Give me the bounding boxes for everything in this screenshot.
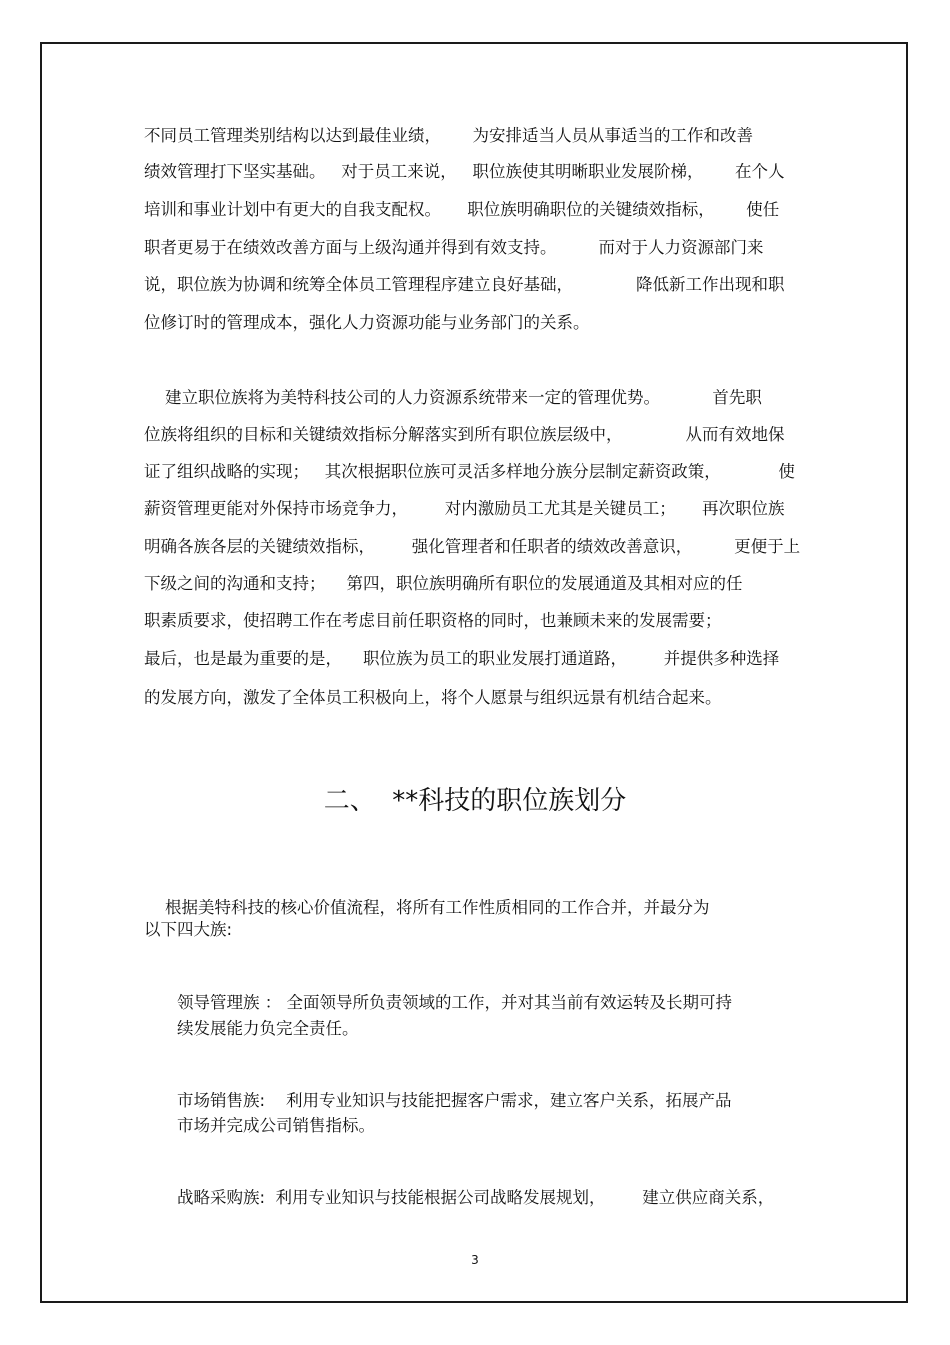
- intro-line: 根据美特科技的核心价值流程，将所有工作性质相同的工作合并，并最分为: [144, 898, 710, 917]
- paragraph-1-line: 说，职位族为协调和统筹全体员工管理程序建立良好基础， 降低新工作出现和职: [144, 275, 785, 294]
- marketing-family-line: 市场并完成公司销售指标。: [177, 1116, 375, 1135]
- paragraph-1-line: 培训和事业计划中有更大的自我支配权。 职位族明确职位的关键绩效指标， 使任: [144, 200, 780, 219]
- intro-line: 以下四大族:: [144, 920, 233, 939]
- paragraph-1-line: 职者更易于在绩效改善方面与上级沟通并得到有效支持。 而对于人力资源部门来: [144, 238, 764, 257]
- paragraph-2-line: 职素质要求，使招聘工作在考虑目前任职资格的同时，也兼顾未来的发展需要；: [144, 611, 722, 630]
- paragraph-1-line: 绩效管理打下坚实基础。 对于员工来说， 职位族使其明晰职业发展阶梯， 在个人: [144, 162, 785, 181]
- marketing-family-line: 市场销售族: 利用专业知识与技能把握客户需求，建立客户关系，拓展产品: [177, 1091, 732, 1110]
- leadership-family-line: 续发展能力负完全责任。: [177, 1019, 359, 1038]
- paragraph-2-line: 明确各族各层的关键绩效指标， 强化管理者和任职者的绩效改善意识， 更便于上: [144, 537, 801, 556]
- paragraph-2-line: 最后，也是最为重要的是， 职位族为员工的职业发展打通道路， 并提供多种选择: [144, 649, 780, 668]
- paragraph-2-line: 位族将组织的目标和关键绩效指标分解落实到所有职位族层级中， 从而有效地保: [144, 425, 785, 444]
- paragraph-1-line: 位修订时的管理成本，强化人力资源功能与业务部门的关系。: [144, 313, 590, 332]
- paragraph-1-line: 不同员工管理类别结构以达到最佳业绩， 为安排适当人员从事适当的工作和改善: [144, 126, 753, 145]
- paragraph-2-line: 下级之间的沟通和支持； 第四，职位族明确所有职位的发展通道及其相对应的任: [144, 574, 743, 593]
- section-heading: 二、 **科技的职位族划分: [323, 786, 627, 816]
- procurement-family-line: 战略采购族: 利用专业知识与技能根据公司战略发展规划， 建立供应商关系，: [177, 1188, 775, 1207]
- page-border: [40, 42, 908, 1303]
- paragraph-2-line: 薪资管理更能对外保持市场竞争力， 对内激励员工尤其是关键员工； 再次职位族: [144, 499, 785, 518]
- paragraph-2-line: 建立职位族将为美特科技公司的人力资源系统带来一定的管理优势。 首先职: [144, 388, 762, 407]
- paragraph-2-line: 证了组织战略的实现； 其次根据职位族可灵活多样地分族分层制定薪资政策， 使: [144, 462, 795, 481]
- leadership-family-line: 领导管理族 ： 全面领导所负责领域的工作，并对其当前有效运转及长期可持: [177, 993, 732, 1012]
- paragraph-2-line: 的发展方向，激发了全体员工积极向上，将个人愿景与组织远景有机结合起来。: [144, 688, 722, 707]
- page-number: 3: [471, 1253, 479, 1267]
